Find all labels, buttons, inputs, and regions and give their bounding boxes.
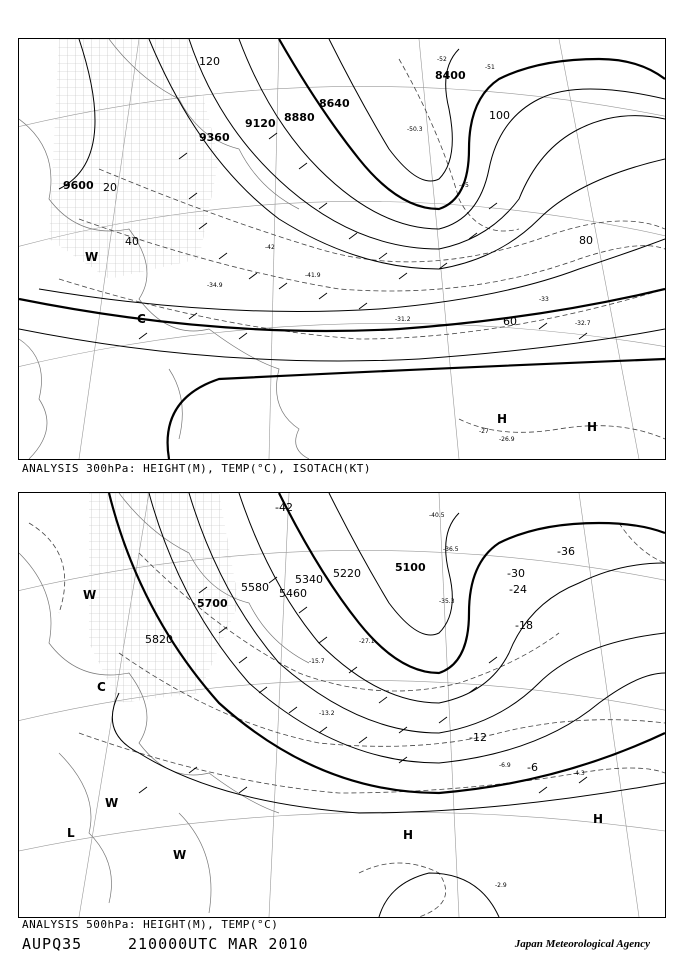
temp-label-minus6: -6 xyxy=(527,761,538,774)
height-label-5820: 5820 xyxy=(145,633,173,646)
height-label-5220: 5220 xyxy=(333,567,361,580)
station-temp-label: -4.3 xyxy=(573,770,585,777)
height-label-8400: 8400 xyxy=(435,69,466,82)
temp-label-minus36: -36 xyxy=(557,545,575,558)
temp-label-minus30: -30 xyxy=(507,567,525,580)
valid-time: 210000UTC MAR 2010 xyxy=(128,935,309,953)
temp-label-minus12: -12 xyxy=(469,731,487,744)
temp-label: -34.9 xyxy=(207,282,223,289)
caption-300hpa: ANALYSIS 300hPa: HEIGHT(M), TEMP(°C), ISOTACH(KT) xyxy=(22,462,372,475)
height-label-5460: 5460 xyxy=(279,587,307,600)
temp-label: -27 xyxy=(479,428,489,435)
temp-label-minus42: -42 xyxy=(275,501,293,514)
isotach-label-20: 20 xyxy=(103,181,117,194)
temp-label: -26.9 xyxy=(499,436,515,443)
agency-name: Japan Meteorological Agency xyxy=(514,938,650,950)
isotach-label-60: 60 xyxy=(503,315,517,328)
station-temp-label: -6.9 xyxy=(499,762,511,769)
cold-marker: C xyxy=(137,312,146,326)
height-label-5580: 5580 xyxy=(241,581,269,594)
station-temp-label: -2.9 xyxy=(495,882,507,889)
temp-label: -33 xyxy=(539,296,549,303)
high-pressure-marker: H xyxy=(497,412,508,426)
temp-label: -31.2 xyxy=(395,316,411,323)
temp-label: -42 xyxy=(265,244,275,251)
map-panel-500hpa xyxy=(18,492,666,918)
warm-marker: W xyxy=(85,250,99,264)
temp-label: -41.9 xyxy=(305,272,321,279)
station-temp-label: -35.3 xyxy=(439,598,455,605)
caption-500hpa: ANALYSIS 500hPa: HEIGHT(M), TEMP(°C) xyxy=(22,918,279,931)
height-label-8880: 8880 xyxy=(284,111,315,124)
map-300hpa-canvas xyxy=(19,39,665,459)
warm-marker: W xyxy=(83,588,97,602)
chart-code: AUPQ35 xyxy=(22,935,83,953)
height-label-9600: 9600 xyxy=(63,179,94,192)
height-label-9120: 9120 xyxy=(245,117,276,130)
temp-label-minus24: -24 xyxy=(509,583,527,596)
temp-label: -50.3 xyxy=(407,126,423,133)
station-temp-label: -36.5 xyxy=(443,546,459,553)
map-500hpa-canvas xyxy=(19,493,665,917)
height-label-8640: 8640 xyxy=(319,97,350,110)
temp-label: -45 xyxy=(459,182,469,189)
station-temp-label: -13.2 xyxy=(319,710,335,717)
isotach-label-80: 80 xyxy=(579,234,593,247)
station-temp-label: -27.1 xyxy=(359,638,375,645)
isotach-label-100: 100 xyxy=(489,109,510,122)
station-temp-label: -15.7 xyxy=(309,658,325,665)
isotach-label-120: 120 xyxy=(199,55,220,68)
height-label-5100: 5100 xyxy=(395,561,426,574)
height-label-5700: 5700 xyxy=(197,597,228,610)
low-pressure-marker: L xyxy=(67,826,75,840)
temp-label: -51 xyxy=(485,64,495,71)
height-label-9360: 9360 xyxy=(199,131,230,144)
high-pressure-marker: H xyxy=(403,828,414,842)
height-label-5340: 5340 xyxy=(295,573,323,586)
temp-label-minus18: -18 xyxy=(515,619,533,632)
station-temp-label: -40.5 xyxy=(429,512,445,519)
temp-label: -52 xyxy=(437,56,447,63)
high-pressure-marker: H xyxy=(593,812,604,826)
high-pressure-marker: H xyxy=(587,420,598,434)
temp-label: -32.7 xyxy=(575,320,591,327)
map-panel-300hpa xyxy=(18,38,666,460)
cold-marker: C xyxy=(97,680,106,694)
warm-marker: W xyxy=(105,796,119,810)
isotach-label-40: 40 xyxy=(125,235,139,248)
warm-marker: W xyxy=(173,848,187,862)
